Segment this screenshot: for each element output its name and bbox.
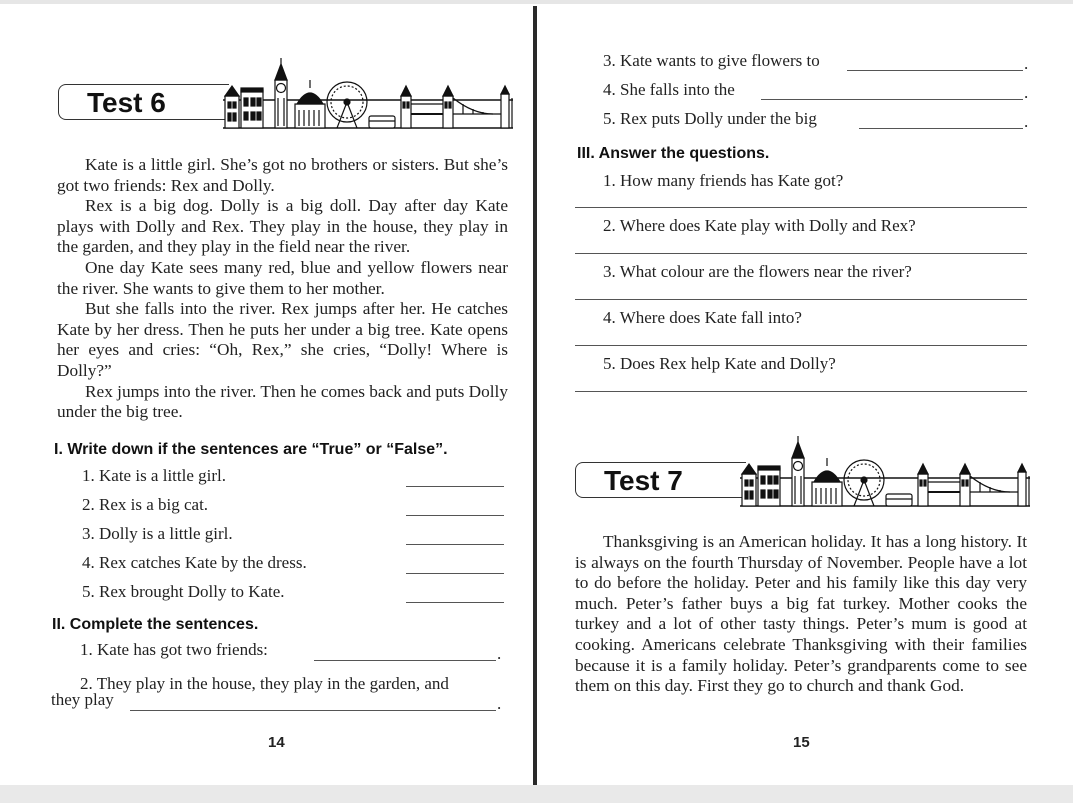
page-number: 15: [793, 734, 810, 751]
test6-story: [57, 155, 508, 423]
tf-answer-line[interactable]: [406, 544, 504, 545]
tf-item: 1. Kate is a little girl.: [82, 466, 226, 485]
test7-title-box: [575, 462, 746, 498]
question-item: 1. How many friends has Kate got?: [603, 171, 844, 190]
question-answer-line[interactable]: [575, 207, 1027, 208]
question-answer-line[interactable]: [575, 391, 1027, 392]
complete-answer-line[interactable]: [761, 99, 1023, 100]
tf-item: 3. Dolly is a little girl.: [82, 524, 233, 543]
london-skyline-icon: [740, 436, 1032, 508]
scan-bottom-edge: [0, 785, 1073, 803]
question-item: 3. What colour are the flowers near the river?: [603, 262, 912, 281]
question-item: 5. Does Rex help Kate and Dolly?: [603, 354, 836, 373]
question-answer-line[interactable]: [575, 253, 1027, 254]
story-paragraph: Thanksgiving is an American holiday. It has a long history. It is always on the fourth Thursday of November. People have a lot to do before the holiday. Peter and his family like this day very much. Peter’s father buys a big fat turkey. Mother cooks the turkey and a lot of other tasty things. Peter’s mum is good at cooking. Americans celebrate Thanksgiving with their families because it is a family holiday. Peter’s grandparents come to see them on this day. First they go to church and thank God.: [575, 532, 1027, 696]
tf-item: 5. Rex brought Dolly to Kate.: [82, 582, 285, 601]
test7-title: Test 7: [604, 465, 683, 496]
question-answer-line[interactable]: [575, 299, 1027, 300]
section2-heading: II. Complete the sentences.: [52, 616, 259, 633]
period: .: [1024, 54, 1029, 73]
question-item: 2. Where does Kate play with Dolly and Rex?: [603, 216, 916, 235]
complete-item-cont: they play: [51, 690, 114, 709]
period: .: [1024, 112, 1029, 131]
question-answer-line[interactable]: [575, 345, 1027, 346]
period: .: [1024, 83, 1029, 102]
left-page: [0, 0, 533, 785]
page-number: 14: [268, 734, 285, 751]
tf-answer-line[interactable]: [406, 602, 504, 603]
tf-answer-line[interactable]: [406, 486, 504, 487]
question-item: 4. Where does Kate fall into?: [603, 308, 802, 327]
test6-title: Test 6: [87, 87, 166, 118]
section3-heading: III. Answer the questions.: [577, 145, 770, 162]
tf-item: 2. Rex is a big cat.: [82, 495, 209, 514]
complete-answer-line[interactable]: [314, 660, 496, 661]
tf-answer-line[interactable]: [406, 515, 504, 516]
test6-header: [58, 58, 513, 128]
complete-item: 5. Rex puts Dolly under the big: [603, 109, 817, 128]
london-skyline-icon: [223, 58, 515, 130]
tf-answer-line[interactable]: [406, 573, 504, 574]
story-paragraph: Kate is a little girl. She’s got no brothers or sisters. But she’s got two friends: Rex and Dolly.: [57, 155, 508, 195]
complete-item: 2. They play in the house, they play in the garden, and: [80, 674, 449, 693]
period: .: [497, 644, 502, 663]
complete-item: 1. Kate has got two friends:: [80, 640, 268, 659]
tf-item: 4. Rex catches Kate by the dress.: [82, 553, 307, 572]
complete-item: 3. Kate wants to give flowers to: [603, 51, 820, 70]
complete-answer-line[interactable]: [859, 128, 1023, 129]
complete-answer-line[interactable]: [847, 70, 1023, 71]
test6-title-box: [58, 84, 229, 120]
complete-answer-line[interactable]: [130, 710, 496, 711]
complete-item: 4. She falls into the: [603, 80, 735, 99]
story-paragraph: Rex jumps into the river. Then he comes back and puts Dolly under the big tree.: [57, 381, 508, 422]
story-paragraph: Rex is a big dog. Dolly is a big doll. Day after day Kate plays with Dolly and Rex. They play in the house, they play in the garden, and they play in the field near the river.: [57, 196, 508, 257]
period: .: [497, 694, 502, 713]
right-page: [537, 0, 1073, 785]
test7-header: [575, 436, 1030, 506]
story-paragraph: One day Kate sees many red, blue and yellow flowers near the river. She wants to give them to her mother.: [57, 257, 508, 298]
story-paragraph: But she falls into the river. Rex jumps after her. He catches Kate by her dress. Then he puts her under a big tree. Kate opens her eyes and cries: “Oh, Rex,” she cries, “Dolly! Where is Dolly?”: [57, 299, 508, 380]
test7-story: [575, 532, 1027, 697]
section1-heading: I. Write down if the sentences are “True” or “False”.: [54, 441, 448, 458]
